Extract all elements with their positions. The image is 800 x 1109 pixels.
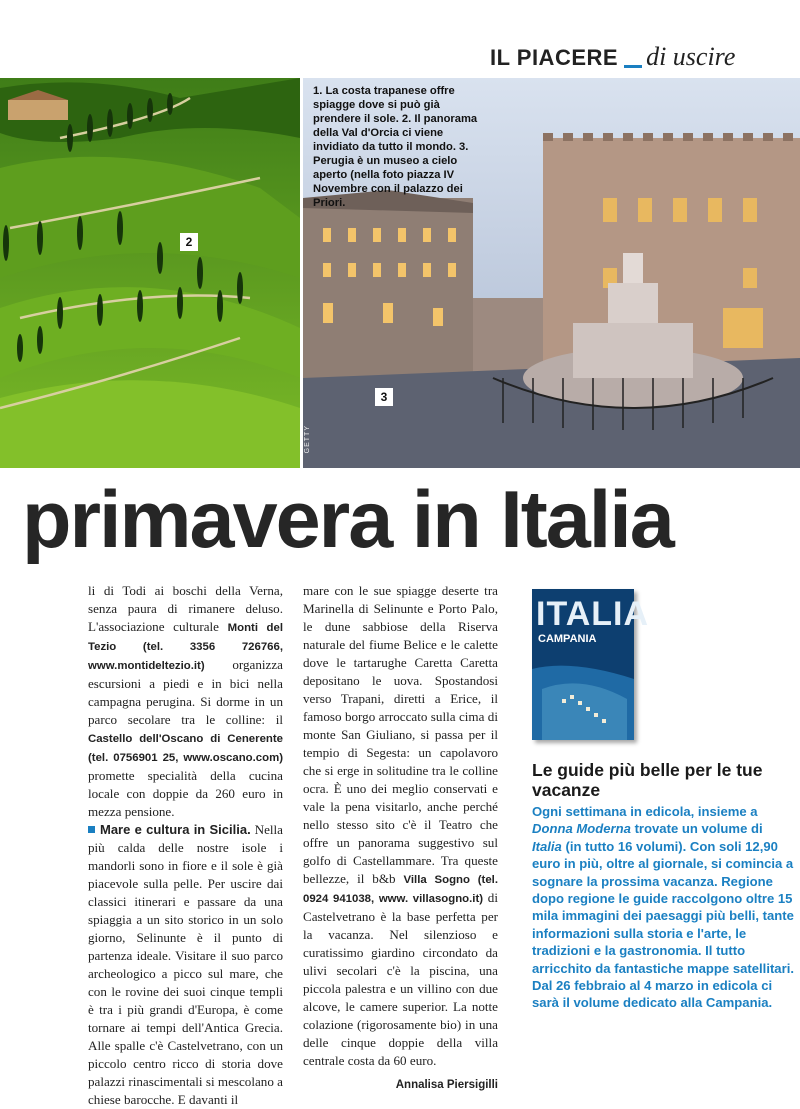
- section-kicker: IL PIACERE: [490, 45, 619, 70]
- magazine-name: Donna Moderna: [532, 821, 631, 837]
- section-header: [490, 42, 735, 76]
- text-run: organizza escursioni a piedi e in bici nella campagna perugina. Si dorme in un parco secolare tra le colline: il: [88, 657, 283, 727]
- article-paragraph: [303, 582, 498, 1070]
- sidebar-title: Le guide più belle per le tue vacanze: [532, 760, 763, 800]
- photo-number-badge: 2: [180, 233, 198, 251]
- text-run: Ogni settimana in edicola, insieme a: [532, 804, 758, 819]
- book-cover: [532, 589, 650, 740]
- article-column-1: [88, 582, 283, 1109]
- article-paragraph: [88, 582, 283, 821]
- text-run: (in tutto 16 volumi). Con soli 12,90 euro in più, oltre al giornale, si comincia a sognare la prossima vacanza. Regione dopo regione le guide raccolgono oltre 15 mila immagini dei paesaggi più belli, tante informazioni sulla storia e l'arte, le tradizioni e la gastronomia. Il tutto arricchito da fantastiche mappe satellitari. Dal 26 febbraio al 4 marzo in edicola ci sarà il volume dedicato alla Campania.: [532, 838, 794, 1011]
- bullet-square-icon: [88, 826, 95, 833]
- headline: primavera in Italia: [22, 475, 673, 565]
- article-subhead: Mare e cultura in Sicilia.: [100, 822, 251, 837]
- article-column-2: [303, 582, 498, 1094]
- text-run: di Castelvetrano è la base perfetta per la vacanza. Nel silenzioso e curatissimo giardino circondato da ulivi secolari c'è la piscina, una piccola palestra e un villino con due alcove, le camere superior. La notte colazione (rigorosamente bio) in una delle cinque doppie della villa centrale costa da 60 euro.: [303, 890, 498, 1068]
- contact-info: Monti del Tezio (tel. 3356 726766, www.montideltezio.it): [88, 622, 284, 672]
- text-run: trovate un volume di: [630, 821, 763, 837]
- photo-caption: 1. La costa trapanese offre spiagge dove si può già prendere il sole. 2. Il panorama della Val d'Orcia ci viene invidiato da tutto il mondo. 3. Perugia è un museo a cielo aperto (nella foto piazza IV Novembre con il palazzo dei Priori.: [313, 85, 478, 209]
- text-run: li di Todi ai boschi della Verna, senza paura di rimanere deluso. L'associazione culturale: [88, 583, 283, 634]
- contact-info: Villa Sogno (tel. 0924 941038, www. villasogno.it): [303, 874, 499, 905]
- text-run: Nella più calda delle nostre isole i mandorli sono in fiore e il sole è già piacevole sulla pelle. Per uscire dai classici itinerari e passare da una spiaggia a un sito storico in un solo giorno, Selinunte è il punto di partenza ideale. Visitare il suo parco archeologico a picco sul mare, che con le rovine dei suoi cinque templi è tra i più grandi d'Europa, è come tornare ai tempi dell'Antica Grecia. Alle spalle c'è Castelvetrano, con un piccolo centro ricco di storia dove palazzi rinascimentali si mescolano a chiese barocche. E davanti il: [88, 822, 283, 1107]
- photo-val-dorcia: [0, 78, 300, 468]
- section-subtitle: di uscire: [646, 42, 736, 71]
- photo-number-badge: 3: [375, 388, 393, 406]
- text-run: promette specialità della cucina locale con doppie da 260 euro in mezza pensione.: [88, 768, 283, 819]
- book-title: ITALIA: [536, 595, 650, 633]
- contact-info: Castello dell'Oscano di Cenerente (tel. 0756901 25, www.oscano.com): [88, 733, 283, 764]
- photo-credit: GETTY: [304, 425, 311, 454]
- text-run: mare con le sue spiagge deserte tra Marinella di Selinunte e Porto Palo, le dune sabbiose della Riserva naturale del fiume Belice e le calette dove le tartarughe Caretta Caretta depositano le uova. Spostandosi verso Trapani, diretti a Erice, il famoso borgo arroccato sulla cima di monte San Giuliano, si passa per il tempio di Segesta: un capolavoro che si erge in solitudine tra le colline ocra. È uno dei meglio conservati e vale la pena visitarlo, anche perché nello stesso sito c'è il Teatro che offre un panorama suggestivo sul golfo di Castellammare. Tra queste bellezze, il b&b: [303, 583, 498, 886]
- article-paragraph: [88, 821, 283, 1109]
- sidebar-text: [532, 803, 794, 1012]
- article-author: Annalisa Piersigilli: [395, 1079, 498, 1091]
- book-region: CAMPANIA: [538, 633, 597, 645]
- guide-name: Italia: [532, 838, 562, 854]
- header-divider: [624, 65, 642, 68]
